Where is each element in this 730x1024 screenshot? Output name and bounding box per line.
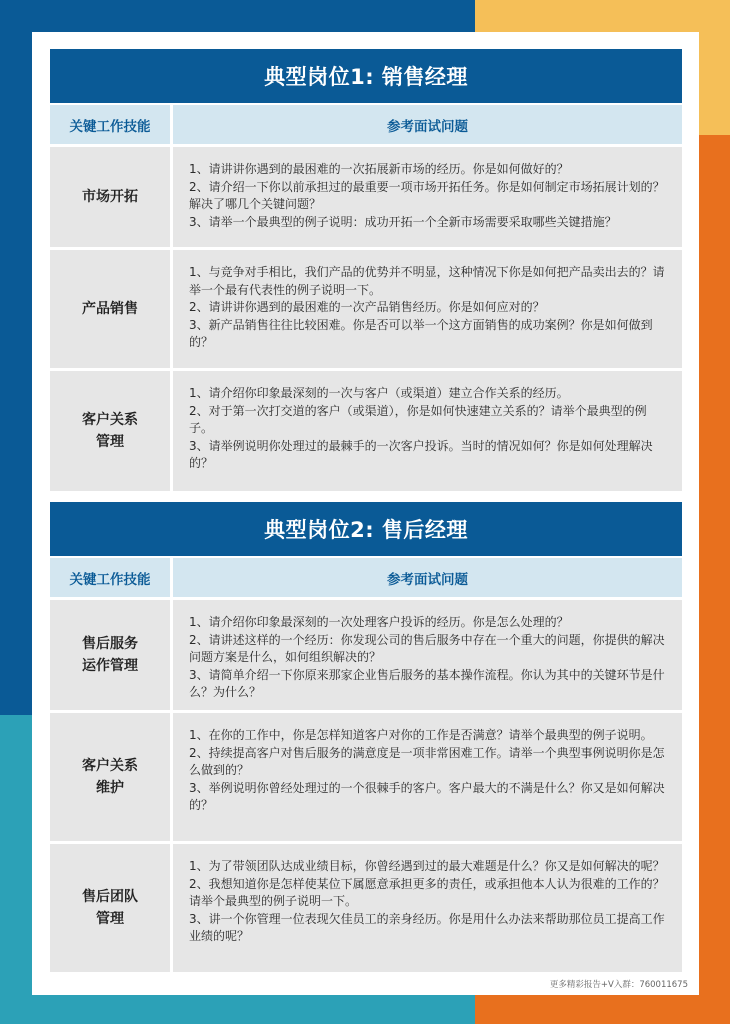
question-text: 2、请讲讲你遇到的最困难的一次产品销售经历。你是如何应对的？ (189, 300, 545, 314)
header-skill: 关键工作技能 (50, 105, 170, 144)
question-text: 3、讲一个你管理一位表现欠佳员工的亲身经历。你是用什么办法来帮助那位员工提高工作业绩的呢？ (189, 911, 665, 943)
section-title: 典型岗位2: 售后经理 (50, 502, 682, 556)
document-card (32, 32, 699, 995)
question-text: 2、持续提高客户对售后服务的满意度是一项非常困难工作。请举一个典型事例说明你是怎么做到的？ (189, 745, 665, 777)
question-text: 1、请介绍你印象最深刻的一次与客户（或渠道）建立合作关系的经历。 (189, 386, 569, 400)
table-header-row (50, 558, 682, 597)
question-text: 3、请举例说明你处理过的最棘手的一次客户投诉。当时的情况如何？你是如何处理解决的？ (189, 438, 653, 470)
table-row (50, 147, 682, 247)
questions-cell (173, 147, 682, 247)
header-questions: 参考面试问题 (173, 558, 682, 597)
table-header-row (50, 105, 682, 144)
question-text: 1、在你的工作中，你是怎样知道客户对你的工作是否满意？请举个最典型的例子说明。 (189, 728, 653, 742)
skill-cell: 市场开拓 (50, 147, 170, 247)
table-row (50, 371, 682, 491)
table-row (50, 713, 682, 841)
skill-cell: 售后服务 运作管理 (50, 600, 170, 710)
section-sales-manager (50, 49, 682, 491)
question-text: 1、与竞争对手相比，我们产品的优势并不明显，这种情况下你是如何把产品卖出去的？请举一个最有代表性的例子说明一下。 (189, 265, 665, 297)
skill-cell: 售后团队 管理 (50, 844, 170, 972)
skill-cell: 产品销售 (50, 250, 170, 368)
table-row (50, 600, 682, 710)
question-text: 2、请介绍一下你以前承担过的最重要一项市场开拓任务。你是如何制定市场拓展计划的？解决了哪几个关键问题？ (189, 179, 665, 211)
questions-cell (173, 600, 682, 710)
question-text: 3、请举一个最典型的例子说明：成功开拓一个全新市场需要采取哪些关键措施？ (189, 214, 617, 229)
questions-cell (173, 371, 682, 491)
question-text: 1、请讲讲你遇到的最困难的一次拓展新市场的经历。你是如何做好的？ (189, 162, 569, 176)
questions-cell (173, 844, 682, 972)
skill-cell: 客户关系 管理 (50, 371, 170, 491)
section-after-sales-manager (50, 502, 682, 972)
question-text: 2、请讲述这样的一个经历：你发现公司的售后服务中存在一个重大的问题，你提供的解决问题方案是什么，如何组织解决的？ (189, 632, 665, 664)
question-text: 2、对于第一次打交道的客户（或渠道），你是如何快速建立关系的？请举个最典型的例子。 (189, 403, 647, 435)
question-text: 3、举例说明你曾经处理过的一个很棘手的客户。客户最大的不满是什么？你又是如何解决的？ (189, 780, 665, 812)
question-text: 1、为了带领团队达成业绩目标，你曾经遇到过的最大难题是什么？你又是如何解决的呢？ (189, 859, 665, 873)
question-text: 3、请简单介绍一下你原来那家企业售后服务的基本操作流程。你认为其中的关键环节是什么？为什么？ (189, 667, 665, 699)
header-questions: 参考面试问题 (173, 105, 682, 144)
footer-note: 更多精彩报告+V入群：760011675 (549, 980, 688, 990)
table-row (50, 844, 682, 972)
table-row (50, 250, 682, 368)
header-skill: 关键工作技能 (50, 558, 170, 597)
skill-cell: 客户关系 维护 (50, 713, 170, 841)
question-text: 1、请介绍你印象最深刻的一次处理客户投诉的经历。你是怎么处理的？ (189, 615, 569, 629)
question-text: 2、我想知道你是怎样使某位下属愿意承担更多的责任，或承担他本人认为很难的工作的？请举个最典型的例子说明一下。 (189, 876, 665, 908)
questions-cell (173, 713, 682, 841)
question-text: 3、新产品销售往往比较困难。你是否可以举一个这方面销售的成功案例？你是如何做到的？ (189, 317, 653, 349)
questions-cell (173, 250, 682, 368)
section-title: 典型岗位1: 销售经理 (50, 49, 682, 103)
